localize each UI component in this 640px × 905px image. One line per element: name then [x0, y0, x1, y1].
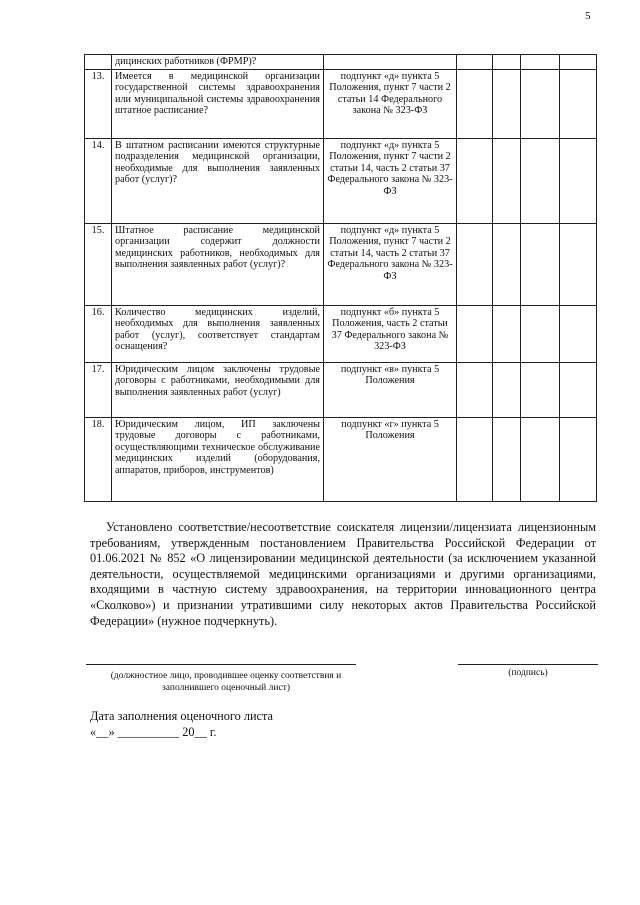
row-number-cell: 16.: [85, 305, 112, 362]
answer-cell: [457, 138, 493, 223]
answer-cell: [493, 223, 521, 305]
answer-cell: [521, 138, 560, 223]
checklist-table: [84, 54, 597, 502]
reference-cell: подпункт «д» пункта 5 Положения, пункт 7 части 2 статьи 14, часть 2 статьи 37 Федерального закона № 323-ФЗ: [324, 138, 457, 223]
answer-cell: [560, 305, 597, 362]
answer-cell: [560, 69, 597, 138]
table-row-continuation: [85, 55, 597, 70]
table-row: [85, 138, 597, 223]
answer-cell: [457, 223, 493, 305]
answer-cell: [457, 69, 493, 138]
answer-cell: [560, 138, 597, 223]
reference-cell: подпункт «г» пункта 5 Положения: [324, 417, 457, 501]
row-number-cell: 13.: [85, 69, 112, 138]
answer-cell: [521, 417, 560, 501]
answer-cell: [560, 223, 597, 305]
row-number-cell: 17.: [85, 362, 112, 417]
question-cell: Штатное расписание медицинской организации содержит должности медицинских работников, необходимых для выполнения заявленных работ (услуг)?: [112, 223, 324, 305]
row-number-cell: 15.: [85, 223, 112, 305]
answer-cell: [521, 305, 560, 362]
answer-cell: [521, 55, 560, 70]
answer-cell: [457, 362, 493, 417]
table-row: [85, 305, 597, 362]
answer-cell: [493, 362, 521, 417]
answer-cell: [493, 69, 521, 138]
table-row: [85, 417, 597, 501]
answer-cell: [493, 305, 521, 362]
answer-cell: [521, 223, 560, 305]
official-signature-line: [86, 664, 356, 665]
page-number: 5: [585, 10, 591, 22]
answer-cell: [457, 417, 493, 501]
table-row: [85, 223, 597, 305]
question-cell: Имеется в медицинской организации государственной системы здравоохранения или муниципальной системы здравоохранения штатное расписание?: [112, 69, 324, 138]
answer-cell: [560, 417, 597, 501]
answer-cell: [521, 69, 560, 138]
reference-cell: [324, 55, 457, 70]
answer-cell: [457, 305, 493, 362]
question-cell: В штатном расписании имеются структурные подразделения медицинской организации, необходимые для выполнения заявленных работ (услуг)?: [112, 138, 324, 223]
question-cell: Юридическим лицом, ИП заключены трудовые договоры с работниками, осуществляющими техническое обслуживание медицинских изделий (оборудования, аппаратов, приборов, инструментов): [112, 417, 324, 501]
table-row: [85, 362, 597, 417]
answer-cell: [493, 417, 521, 501]
row-number-cell: 14.: [85, 138, 112, 223]
row-number-cell: 18.: [85, 417, 112, 501]
signature-line: [458, 664, 598, 665]
reference-cell: подпункт «д» пункта 5 Положения, пункт 7 части 2 статьи 14, часть 2 статьи 37 Федерального закона № 323-ФЗ: [324, 223, 457, 305]
answer-cell: [560, 362, 597, 417]
official-caption: (должностное лицо, проводившее оценку соответствия и заполнившего оценочный лист): [110, 671, 342, 693]
reference-cell: подпункт «б» пункта 5 Положения, часть 2 статьи 37 Федерального закона № 323-ФЗ: [324, 305, 457, 362]
answer-cell: [493, 55, 521, 70]
row-number-cell: [85, 55, 112, 70]
question-cell: Юридическим лицом заключены трудовые договоры с работниками, необходимыми для выполнения заявленных работ (услуг): [112, 362, 324, 417]
reference-cell: подпункт «д» пункта 5 Положения, пункт 7 части 2 статьи 14 Федерального закона № 323-ФЗ: [324, 69, 457, 138]
answer-cell: [560, 55, 597, 70]
conclusion-paragraph: Установлено соответствие/несоответствие соискателя лицензии/лицензиата лицензионным требованиям, утвержденным постановлением Правительства Российской Федерации от 01.06.2021 № 852 «О лицензировании медицинской деятельности (за исключением указанной деятельности, осуществляемой медицинскими организациями и другими организациями, входящими в частную систему здравоохранения, на территории инновационного центра «Сколково») и признании утратившими силу некоторых актов Правительства Российской Федерации» (нужное подчеркнуть).: [90, 520, 596, 628]
fill-date-label: Дата заполнения оценочного листа: [90, 709, 273, 723]
answer-cell: [521, 362, 560, 417]
table-row: [85, 69, 597, 138]
fill-date-value: «__» __________ 20__ г.: [90, 725, 217, 739]
reference-cell: подпункт «в» пункта 5 Положения: [324, 362, 457, 417]
signature-caption: (подпись): [508, 668, 548, 678]
question-cell: Количество медицинских изделий, необходимых для выполнения заявленных работ (услуг), соответствует стандартам оснащения?: [112, 305, 324, 362]
answer-cell: [457, 55, 493, 70]
question-cell: дицинских работников (ФРМР)?: [112, 55, 324, 70]
answer-cell: [493, 138, 521, 223]
